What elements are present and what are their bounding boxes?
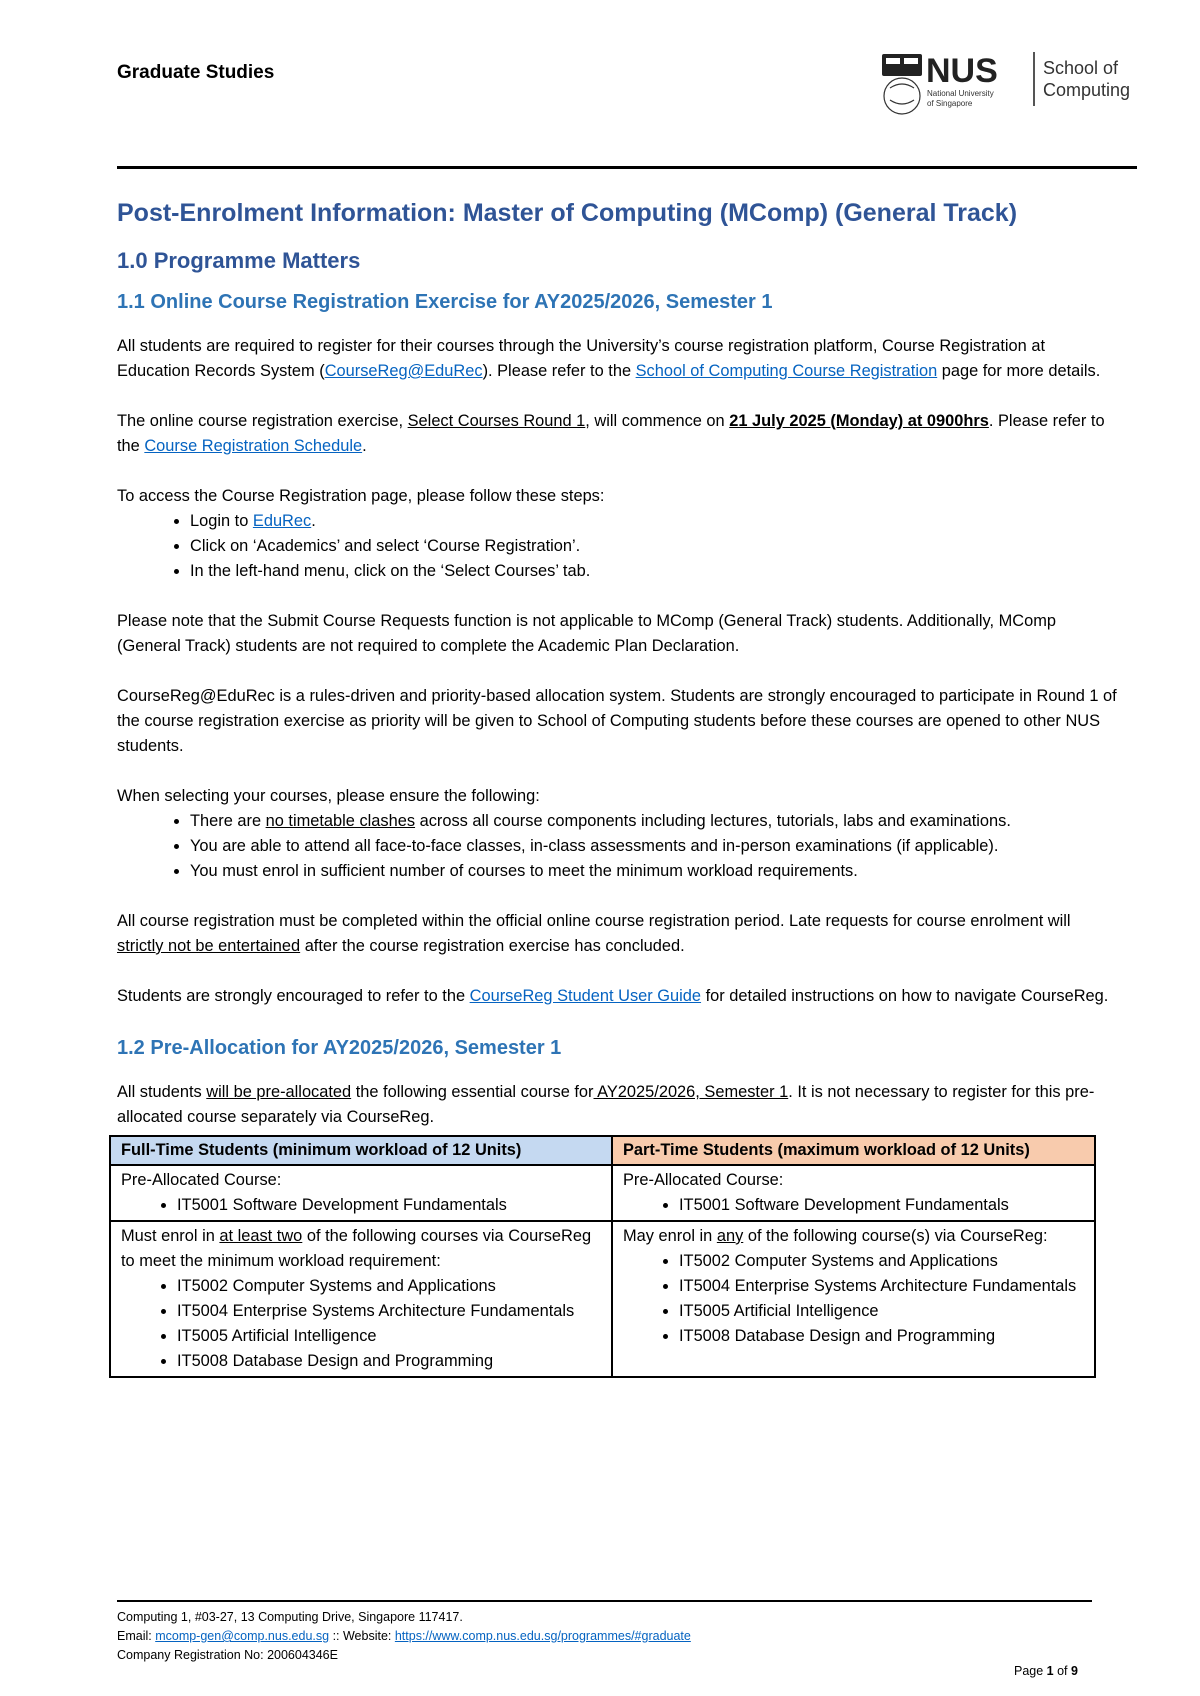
table-header-row [110,1136,1095,1165]
part-time-courses-cell: May enrol in any of the following course(s) via CourseReg: • IT5002 Computer Systems and Applications • IT5004 Enterprise Systems Architecture Fundamentals • IT5005 Artificial Intelligence • IT5008 Database Design and Programming [612,1221,1095,1377]
logo-university-line1: National University [927,89,994,98]
section-heading-programme-matters: 1.0 Programme Matters [117,248,361,273]
list-item: • IT5004 Enterprise Systems Architecture Fundamentals [679,1274,1086,1299]
part-time-header: Part-Time Students (maximum workload of 12 Units) [612,1136,1095,1165]
paragraph-registration-commence: The online course registration exercise, Select Courses Round 1, will commence on 21 July 2025 (Monday) at 0900hrs. Please refer to the Course Registration Schedule. [117,412,1105,455]
coursereg-user-guide-link[interactable]: CourseReg Student User Guide [469,987,702,1005]
registration-date: 21 July 2025 (Monday) at 0900hrs [729,412,989,430]
footer [117,1608,691,1665]
full-time-courses-cell: Must enrol in at least two of the following courses via CourseReg to meet the minimum workload requirement: • IT5002 Computer Systems and Applications • IT5004 Enterprise Systems Architecture Fundamentals • IT5005 Artificial Intelligence • IT5008 Database Design and Programming [110,1221,612,1377]
pre-allocation-table [109,1135,1096,1378]
table-row [110,1221,1095,1377]
paragraph-late-requests: All course registration must be completed within the official online course registration period. Late requests for course enrolment will strictly not be entertained after the course registration exercise has concluded. [117,912,1071,955]
list-item: • IT5002 Computer Systems and Applications [679,1249,1086,1274]
table-row [110,1165,1095,1221]
coursereg-edurec-link[interactable]: CourseReg@EduRec [324,362,483,380]
logo-brand: NUS [926,52,998,90]
header-title: Graduate Studies [117,62,275,83]
subsection-heading-pre-allocation: 1.2 Pre-Allocation for AY2025/2026, Semester 1 [117,1037,562,1059]
paragraph-ensure-intro: When selecting your courses, please ensure the following: [117,787,540,805]
list-item: • There are no timetable clashes across all course components including lectures, tutorials, labs and examinations. [190,809,1117,834]
paragraph-submit-requests-note: Please note that the Submit Course Requests function is not applicable to MComp (General Track) students. Additionally, MComp (General Track) students are not required to complete the Academic Plan Declaration. [117,612,1056,655]
list-item: • IT5001 Software Development Fundamentals [679,1193,1086,1218]
full-time-pre-allocated-cell: Pre-Allocated Course: • IT5001 Software Development Fundamentals [110,1165,612,1221]
course-registration-schedule-link[interactable]: Course Registration Schedule [144,437,363,455]
list-item: • IT5002 Computer Systems and Applications [177,1274,603,1299]
paragraph-registration-platform: All students are required to register for their courses through the University’s course registration platform, Course Registration at Education Records System (CourseReg@EduRec). Please refer to the School of Computing Course Registration page for more details. [117,337,1101,380]
list-item: • IT5004 Enterprise Systems Architecture Fundamentals [177,1299,603,1324]
list-item: • IT5008 Database Design and Programming [177,1349,603,1374]
subsection-heading-course-registration: 1.1 Online Course Registration Exercise for AY2025/2026, Semester 1 [117,291,773,313]
paragraph-user-guide: Students are strongly encouraged to refer to the CourseReg Student User Guide for detailed instructions on how to navigate CourseReg. [117,987,1109,1005]
header-divider [117,166,1137,169]
logo-school-line1: School of [1043,58,1119,78]
list-item: • You must enrol in sufficient number of courses to meet the minimum workload requirements. [190,859,1117,884]
footer-address: Computing 1, #03-27, 13 Computing Drive, Singapore 117417. [117,1610,463,1624]
access-steps-list [117,509,1117,584]
nus-soc-logo [880,52,1140,118]
paragraph-pre-allocation: All students will be pre-allocated the following essential course for AY2025/2026, Semester 1. It is not necessary to register for this pre-allocated course separately via CourseReg. [117,1083,1095,1126]
logo-university-line2: of Singapore [927,99,973,108]
soc-course-registration-link[interactable]: School of Computing Course Registration [635,362,938,380]
page-number: Page 1 of 9 [1014,1664,1078,1678]
nus-crest-icon [882,54,922,114]
footer-contact: Email: mcomp-gen@comp.nus.edu.sg :: Website: https://www.comp.nus.edu.sg/programmes/#graduate [117,1629,691,1643]
list-item: • Login to EduRec. [190,509,1117,534]
list-item: • In the left-hand menu, click on the ‘Select Courses’ tab. [190,559,1117,584]
list-item: • IT5001 Software Development Fundamentals [177,1193,603,1218]
footer-website-link[interactable]: https://www.comp.nus.edu.sg/programmes/#graduate [394,1629,691,1643]
logo-school-line2: Computing [1043,80,1131,100]
list-item: • IT5005 Artificial Intelligence [679,1299,1086,1324]
list-item: • Click on ‘Academics’ and select ‘Course Registration’. [190,534,1117,559]
part-time-pre-allocated-cell: Pre-Allocated Course: • IT5001 Software Development Fundamentals [612,1165,1095,1221]
full-time-header: Full-Time Students (minimum workload of 12 Units) [110,1136,612,1165]
ensure-list [117,809,1117,884]
edurec-link[interactable]: EduRec [252,512,312,530]
main-content [117,196,1117,1378]
footer-email-link[interactable]: mcomp-gen@comp.nus.edu.sg [155,1629,330,1643]
paragraph-access-steps-intro: To access the Course Registration page, please follow these steps: [117,487,605,505]
footer-company-reg: Company Registration No: 200604346E [117,1648,338,1662]
list-item: • IT5008 Database Design and Programming [679,1324,1086,1349]
footer-divider [117,1600,1092,1602]
paragraph-allocation-system: CourseReg@EduRec is a rules-driven and priority-based allocation system. Students are strongly encouraged to participate in Round 1 of the course registration exercise as priority will be given to School of Computing students before these courses are opened to other NUS students. [117,687,1117,755]
list-item: • You are able to attend all face-to-face classes, in-class assessments and in-person examinations (if applicable). [190,834,1117,859]
list-item: • IT5005 Artificial Intelligence [177,1324,603,1349]
document-title: Post-Enrolment Information: Master of Computing (MComp) (General Track) [117,199,1018,227]
